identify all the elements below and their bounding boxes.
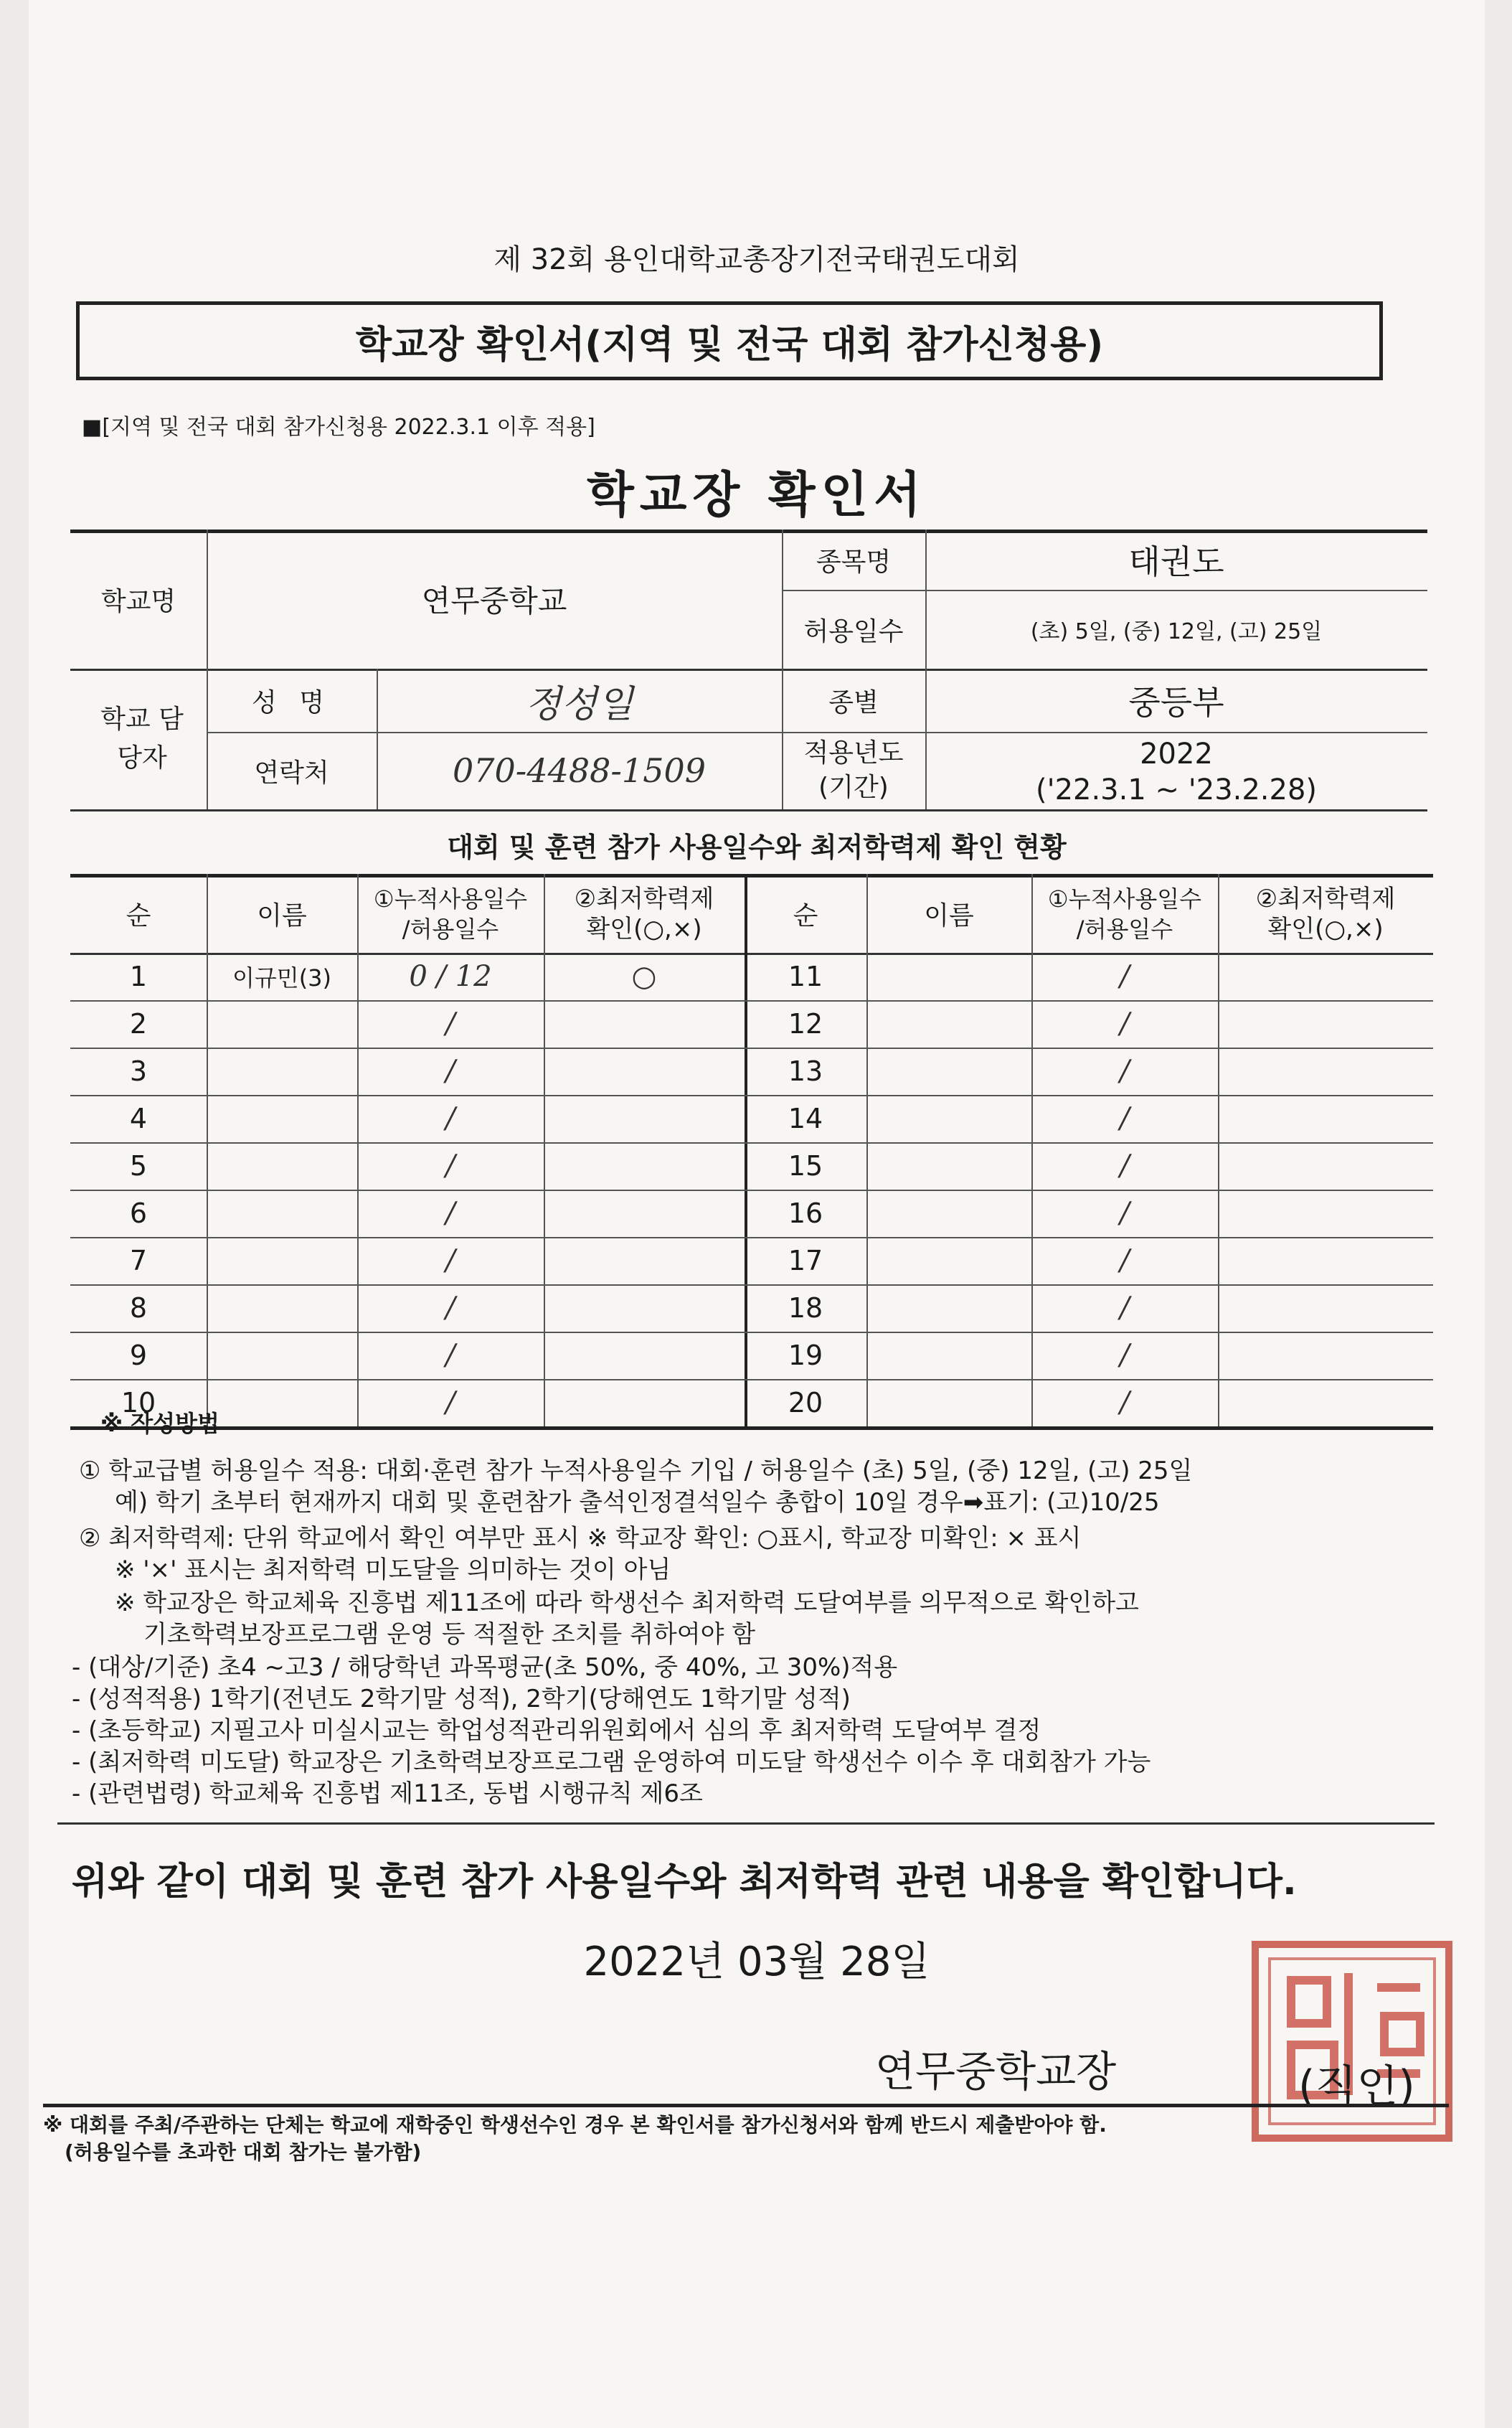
row-number-left: 2 [129,1008,148,1040]
note-line: - (성적적용) 1학기(전년도 2학기말 성적), 2학기(당해연도 1학기말 성적) [72,1685,851,1713]
confirm-date: 2022년 03월 28일 [583,1939,930,1985]
allowed-days-label: 허용일수 [803,616,904,646]
note-line: ① 학교급별 허용일수 적용: 대회·훈련 참가 누적사용일수 기입 / 허용일수 (초) 5일, (중) 12일, (고) 25일 [79,1457,1193,1485]
row-name-left [207,1190,357,1237]
row-number-left: 3 [129,1055,148,1087]
row-name-left: 이규민(3) [232,964,332,992]
row-min-check-right [1218,1000,1433,1048]
row-name-right [866,1000,1031,1048]
contact-value: 070-4488-1509 [452,751,707,790]
row-days-right: / [1120,1339,1130,1372]
row-number-right: 18 [788,1292,823,1324]
row-number-left: 10 [121,1387,156,1418]
header-min-right [1218,884,1433,944]
row-days-right: / [1120,1007,1130,1040]
name-value: 정성일 [525,682,633,726]
row-name-right [866,1190,1031,1237]
row-name-right [866,1332,1031,1379]
row-number-left: 5 [129,1150,148,1182]
row-name-left [207,1048,357,1095]
row-days-right: / [1120,1197,1130,1230]
row-name-left [207,1142,357,1190]
row-days-left: / [445,1244,455,1277]
footer-note-sub: (허용일수를 초과한 대회 참가는 불가함) [65,2140,422,2164]
row-name-right [866,1095,1031,1142]
contact-label: 연락처 [254,758,329,788]
sport-value: 태권도 [1128,542,1224,581]
header-min-right-l2: 확인(○,×) [1267,915,1384,944]
manager-label: 학교 담당자 [100,705,184,773]
row-number-left: 9 [129,1340,148,1371]
row-days-right: / [1120,1386,1130,1419]
header-num-left: 순 [126,900,151,931]
row-number-left: 7 [129,1245,148,1276]
note-line: - (초등학교) 지필고사 미실시교는 학업성적관리위원회에서 심의 후 최저학력 도달여부 결정 [72,1716,1041,1745]
school-seal-icon [1241,1930,1478,2160]
row-name-right [866,1048,1031,1095]
row-min-check-left [544,1284,745,1332]
row-days-left: / [445,1007,455,1040]
header-name-left: 이름 [257,900,307,931]
note-line: ② 최저학력제: 단위 학교에서 확인 여부만 표시 ※ 학교장 확인: ○표시, 학교장 미확인: × 표시 [79,1524,1082,1553]
note-line: 예) 학기 초부터 현재까지 대회 및 훈련참가 출석인정결석일수 총합이 10일 경우➡표기: (고)10/25 [115,1488,1160,1517]
document-page [29,0,1485,2428]
note-line: - (관련법령) 학교체육 진흥법 제11조, 동법 시행규칙 제6조 [72,1779,703,1808]
name-label: 성 명 [252,687,331,717]
year-period: ('22.3.1 ~ '23.2.28) [1035,773,1318,806]
scope-note: ■[지역 및 전국 대회 참가신청용 2022.3.1 이후 적용] [82,415,595,440]
allowed-days-value: (초) 5일, (중) 12일, (고) 25일 [1030,619,1323,644]
row-min-check-right [1218,953,1433,1000]
header-min-left [544,884,745,944]
usage-table [70,874,1433,1426]
row-name-left [207,1379,357,1426]
row-name-right [866,1237,1031,1284]
row-min-check-right [1218,1284,1433,1332]
row-number-right: 11 [788,961,823,992]
row-name-left [207,1095,357,1142]
note-line: - (최저학력 미도달) 학교장은 기초학력보장프로그램 운영하여 미도달 학생선수 이수 후 대회참가 가능 [72,1748,1151,1777]
row-number-left: 1 [129,961,148,992]
row-days-left: / [445,1291,455,1324]
row-days-left: / [445,1197,455,1230]
row-number-right: 15 [788,1150,823,1182]
row-days-right: / [1120,1244,1130,1277]
row-name-left [207,1237,357,1284]
row-days-right: / [1120,1149,1130,1182]
row-name-left [207,1332,357,1379]
row-min-check-right [1218,1095,1433,1142]
header-min-left-l2: 확인(○,×) [586,915,702,944]
row-min-check-left [544,1379,745,1426]
row-min-check-left [544,1048,745,1095]
row-name-right [866,1142,1031,1190]
header-name-right: 이름 [924,900,974,931]
row-number-left: 4 [129,1103,148,1134]
header-days-right [1031,884,1218,944]
row-min-check-right [1218,1048,1433,1095]
row-number-right: 20 [788,1387,823,1418]
row-number-right: 13 [788,1055,823,1087]
row-number-right: 19 [788,1340,823,1371]
sport-label: 종목명 [816,547,892,577]
main-title: 학교장 확인서 [587,467,927,524]
event-title: 제 32회 용인대학교총장기전국태권도대회 [493,243,1020,276]
header-min-right-l1: ②최저학력제 [1255,885,1396,913]
year-label-line2: (기간) [818,773,889,802]
row-number-right: 14 [788,1103,823,1134]
row-min-check-left [544,1000,745,1048]
principal-name: 연무중학교장 [875,2047,1117,2096]
row-days-right: / [1120,960,1130,993]
row-min-check-left [544,1095,745,1142]
row-name-left [207,1284,357,1332]
row-min-check-left [544,1190,745,1237]
row-days-left: 0 / 12 [409,960,492,993]
row-min-check-right [1218,1190,1433,1237]
header-min-left-l1: ②최저학력제 [574,885,714,913]
row-number-right: 17 [788,1245,823,1276]
table-caption: 대회 및 훈련 참가 사용일수와 최저학력제 확인 현황 [447,832,1067,863]
row-min-check-right [1218,1332,1433,1379]
row-days-left: / [445,1339,455,1372]
row-days-left: / [445,1386,455,1419]
category-value: 중등부 [1128,683,1224,722]
school-value: 연무중학교 [421,583,567,618]
instructions-heading: ※ 작성방법 [100,1410,219,1437]
header-days-right-l1: ①누적사용일수 [1047,885,1202,913]
row-days-left: / [445,1055,455,1088]
note-line: ※ 학교장은 학교체육 진흥법 제11조에 따라 학생선수 최저학력 도달여부를 의무적으로 확인하고 [115,1589,1139,1617]
row-days-right: / [1120,1102,1130,1135]
header-days-left [357,884,544,944]
year-value-line1: 2022 [1140,738,1213,771]
header-num-right: 순 [793,900,818,931]
category-label: 종별 [828,687,879,717]
row-days-left: / [445,1149,455,1182]
year-label [782,736,925,805]
seal-label: (직인) [1298,2061,1415,2112]
row-name-right [866,1379,1031,1426]
school-label: 학교명 [100,586,176,616]
row-name-right [866,1284,1031,1332]
row-number-left: 8 [129,1292,148,1324]
note-line: 기초학력보장프로그램 운영 등 적절한 조치를 취하여야 함 [143,1620,756,1649]
row-number-right: 16 [788,1197,823,1229]
row-min-check-right [1218,1142,1433,1190]
row-number-left: 6 [129,1197,148,1229]
year-label-line1: 적용년도 [803,738,904,768]
footer-note: ※ 대회를 주최/주관하는 단체는 학교에 재학중인 학생선수인 경우 본 확인서를 참가신청서와 함께 반드시 제출받아야 함. [43,2113,1107,2137]
row-min-check-left [544,1142,745,1190]
row-min-check-left: ○ [631,960,657,993]
row-min-check-left [544,1332,745,1379]
boxed-title: 학교장 확인서(지역 및 전국 대회 참가신청용) [76,301,1383,380]
header-days-left-l1: ①누적사용일수 [373,885,528,913]
row-name-left [207,1000,357,1048]
confirm-statement: 위와 같이 대회 및 훈련 참가 사용일수와 최저학력 관련 내용을 확인합니다. [72,1860,1297,1904]
row-days-right: / [1120,1055,1130,1088]
row-min-check-right [1218,1379,1433,1426]
row-name-right [866,953,1031,1000]
row-number-right: 12 [788,1008,823,1040]
note-line: ※ '×' 표시는 최저학력 미도달을 의미하는 것이 아님 [115,1556,671,1584]
note-line: - (대상/기준) 초4 ~고3 / 해당학년 과목평균(초 50%, 중 40%, 고 30%)적용 [72,1653,898,1682]
header-days-right-l2: /허용일수 [1076,916,1173,943]
row-days-left: / [445,1102,455,1135]
year-value [925,736,1427,808]
header-days-left-l2: /허용일수 [402,916,499,943]
row-min-check-left [544,1237,745,1284]
row-days-right: / [1120,1291,1130,1324]
row-min-check-right [1218,1237,1433,1284]
